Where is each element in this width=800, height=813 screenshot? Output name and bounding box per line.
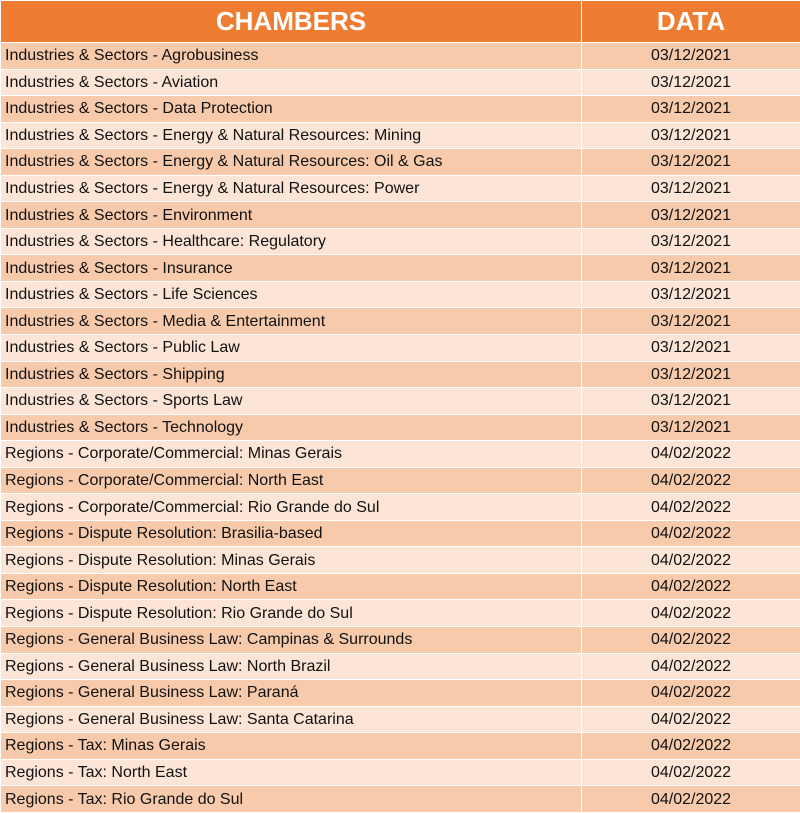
chambers-table — [0, 1, 800, 813]
header-data: DATA — [582, 1, 800, 43]
chamber-cell: Industries & Sectors - Shipping — [1, 361, 582, 388]
date-cell: 03/12/2021 — [582, 414, 800, 441]
date-cell: 04/02/2022 — [582, 547, 800, 574]
table-body — [1, 43, 800, 813]
table-row — [1, 175, 800, 202]
chamber-cell: Industries & Sectors - Healthcare: Regulatory — [1, 228, 582, 255]
date-cell: 04/02/2022 — [582, 441, 800, 468]
table-row — [1, 202, 800, 229]
chamber-cell: Regions - General Business Law: North Brazil — [1, 653, 582, 680]
date-cell: 03/12/2021 — [582, 308, 800, 335]
chamber-cell: Regions - Tax: Rio Grande do Sul — [1, 786, 582, 813]
table-row — [1, 733, 800, 760]
date-cell: 03/12/2021 — [582, 96, 800, 123]
table-header-row — [1, 1, 800, 43]
date-cell: 03/12/2021 — [582, 281, 800, 308]
table-row — [1, 467, 800, 494]
chamber-cell: Industries & Sectors - Environment — [1, 202, 582, 229]
chamber-cell: Regions - Tax: Minas Gerais — [1, 733, 582, 760]
chamber-cell: Industries & Sectors - Energy & Natural Resources: Oil & Gas — [1, 149, 582, 176]
table-row — [1, 441, 800, 468]
table-row — [1, 308, 800, 335]
chamber-cell: Regions - General Business Law: Paraná — [1, 680, 582, 707]
table-row — [1, 706, 800, 733]
table-row — [1, 228, 800, 255]
date-cell: 04/02/2022 — [582, 627, 800, 654]
date-cell: 04/02/2022 — [582, 733, 800, 760]
date-cell: 03/12/2021 — [582, 388, 800, 415]
table-row — [1, 149, 800, 176]
table-row — [1, 255, 800, 282]
table-row — [1, 43, 800, 70]
chamber-cell: Regions - Corporate/Commercial: North East — [1, 467, 582, 494]
chamber-cell: Regions - Corporate/Commercial: Rio Grande do Sul — [1, 494, 582, 521]
chamber-cell: Industries & Sectors - Agrobusiness — [1, 43, 582, 70]
date-cell: 04/02/2022 — [582, 600, 800, 627]
table-row — [1, 494, 800, 521]
chamber-cell: Industries & Sectors - Technology — [1, 414, 582, 441]
chamber-cell: Industries & Sectors - Aviation — [1, 69, 582, 96]
date-cell: 03/12/2021 — [582, 175, 800, 202]
date-cell: 04/02/2022 — [582, 467, 800, 494]
date-cell: 04/02/2022 — [582, 520, 800, 547]
chamber-cell: Industries & Sectors - Data Protection — [1, 96, 582, 123]
table-row — [1, 122, 800, 149]
chamber-cell: Industries & Sectors - Insurance — [1, 255, 582, 282]
chamber-cell: Industries & Sectors - Media & Entertainment — [1, 308, 582, 335]
date-cell: 03/12/2021 — [582, 335, 800, 362]
date-cell: 03/12/2021 — [582, 122, 800, 149]
chamber-cell: Regions - Dispute Resolution: Rio Grande do Sul — [1, 600, 582, 627]
chamber-cell: Industries & Sectors - Public Law — [1, 335, 582, 362]
table-row — [1, 547, 800, 574]
table-row — [1, 96, 800, 123]
header-chambers: CHAMBERS — [1, 1, 582, 43]
table-row — [1, 281, 800, 308]
table-row — [1, 388, 800, 415]
table-row — [1, 414, 800, 441]
chamber-cell: Industries & Sectors - Energy & Natural Resources: Mining — [1, 122, 582, 149]
date-cell: 04/02/2022 — [582, 786, 800, 813]
table-row — [1, 680, 800, 707]
date-cell: 03/12/2021 — [582, 149, 800, 176]
table-row — [1, 759, 800, 786]
date-cell: 03/12/2021 — [582, 43, 800, 70]
table-row — [1, 361, 800, 388]
table-row — [1, 573, 800, 600]
date-cell: 03/12/2021 — [582, 255, 800, 282]
date-cell: 04/02/2022 — [582, 494, 800, 521]
table-row — [1, 627, 800, 654]
chamber-cell: Regions - Dispute Resolution: Minas Gerais — [1, 547, 582, 574]
chamber-cell: Industries & Sectors - Sports Law — [1, 388, 582, 415]
table-row — [1, 600, 800, 627]
chamber-cell: Regions - Tax: North East — [1, 759, 582, 786]
date-cell: 03/12/2021 — [582, 361, 800, 388]
table-row — [1, 653, 800, 680]
date-cell: 03/12/2021 — [582, 202, 800, 229]
date-cell: 04/02/2022 — [582, 759, 800, 786]
chamber-cell: Regions - Dispute Resolution: North East — [1, 573, 582, 600]
table-row — [1, 335, 800, 362]
chamber-cell: Industries & Sectors - Life Sciences — [1, 281, 582, 308]
date-cell: 03/12/2021 — [582, 69, 800, 96]
date-cell: 04/02/2022 — [582, 706, 800, 733]
chamber-cell: Industries & Sectors - Energy & Natural Resources: Power — [1, 175, 582, 202]
table-row — [1, 786, 800, 813]
date-cell: 03/12/2021 — [582, 228, 800, 255]
chamber-cell: Regions - Corporate/Commercial: Minas Gerais — [1, 441, 582, 468]
table-row — [1, 69, 800, 96]
date-cell: 04/02/2022 — [582, 680, 800, 707]
date-cell: 04/02/2022 — [582, 573, 800, 600]
chamber-cell: Regions - Dispute Resolution: Brasilia-based — [1, 520, 582, 547]
chamber-cell: Regions - General Business Law: Campinas & Surrounds — [1, 627, 582, 654]
table-row — [1, 520, 800, 547]
date-cell: 04/02/2022 — [582, 653, 800, 680]
chamber-cell: Regions - General Business Law: Santa Catarina — [1, 706, 582, 733]
